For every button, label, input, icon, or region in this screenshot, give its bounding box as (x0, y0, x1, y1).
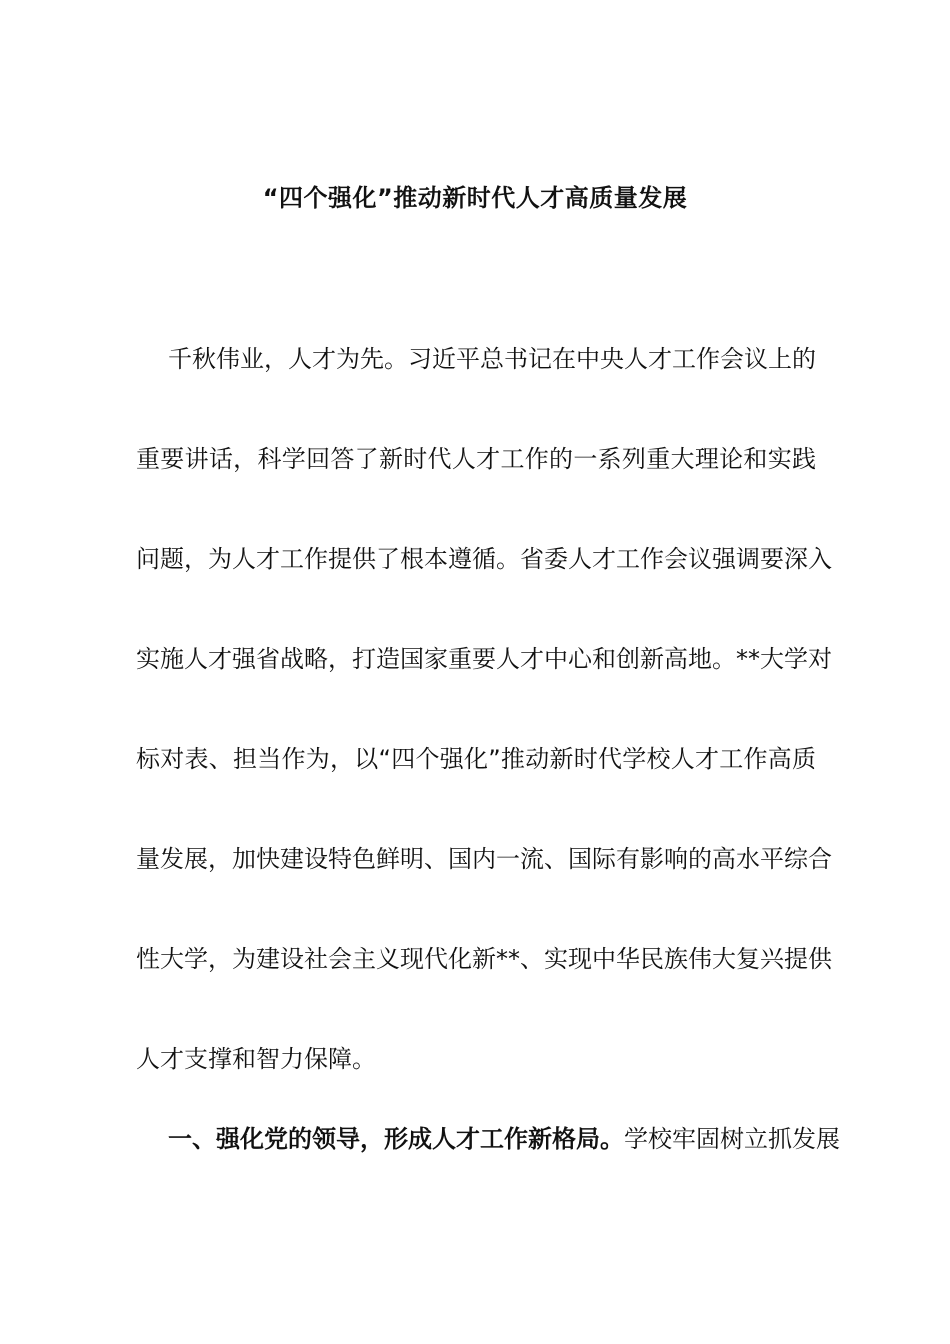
paragraph-line-3: 问题，为人才工作提供了根本遵循。省委人才工作会议强调要深入 (136, 545, 832, 573)
paragraph-line-2: 重要讲话，科学回答了新时代人才工作的一系列重大理论和实践 (136, 445, 816, 473)
section-1-body: 学校牢固树立抓发展 (624, 1125, 840, 1153)
document-title: “四个强化”推动新时代人才高质量发展 (262, 184, 688, 212)
paragraph-line-6: 量发展，加快建设特色鲜明、国内一流、国际有影响的高水平综合 (136, 845, 832, 873)
paragraph-line-7: 性大学，为建设社会主义现代化新**、实现中华民族伟大复兴提供 (136, 945, 832, 973)
paragraph-line-1: 千秋伟业，人才为先。习近平总书记在中央人才工作会议上的 (168, 345, 816, 373)
section-1-line (168, 1117, 840, 1161)
paragraph-line-8: 人才支撑和智力保障。 (136, 1045, 376, 1073)
paragraph-line-5: 标对表、担当作为，以“四个强化”推动新时代学校人才工作高质 (136, 745, 816, 773)
paragraph-line-4: 实施人才强省战略，打造国家重要人才中心和创新高地。**大学对 (136, 645, 832, 673)
section-1-heading: 一、强化党的领导，形成人才工作新格局。 (168, 1125, 624, 1153)
